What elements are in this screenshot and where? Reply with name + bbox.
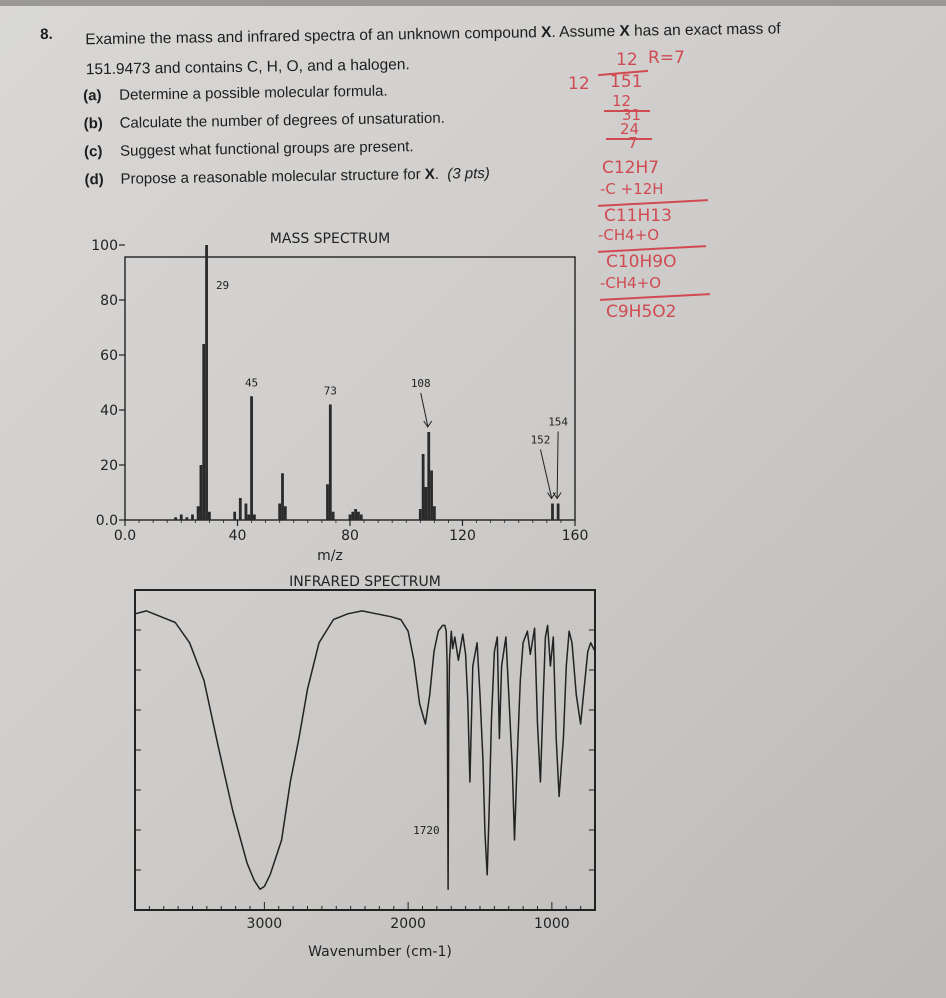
ms-peak (281, 473, 284, 520)
peak-label: 152 (530, 433, 551, 447)
ms-peak (200, 465, 203, 520)
ms-peak (197, 506, 200, 520)
hand-top-num: 12 (616, 50, 638, 70)
ms-peak (202, 344, 205, 520)
peak-label: 45 (244, 376, 259, 390)
chart-title: INFRARED SPECTRUM (289, 574, 441, 590)
stem-text-line2: 151.9473 and contains C, H, O, and a halogen. (85, 56, 410, 79)
peak-label: 154 (548, 415, 569, 429)
question-parts (83, 75, 490, 193)
ms-peak (430, 471, 433, 521)
ms-peak (185, 517, 188, 520)
mass-spectrum-chart (80, 225, 620, 570)
ms-peak (422, 454, 425, 520)
ms-peak (357, 512, 360, 520)
y-tick-label: 20 (100, 458, 118, 474)
hand-r-value: R=7 (648, 48, 685, 68)
x-tick-label: 1000 (534, 916, 570, 932)
hand-rem1: 31 (622, 106, 642, 124)
x-tick-label: 160 (561, 528, 589, 544)
ms-peak (208, 512, 211, 520)
hand-divisor: 12 (568, 74, 590, 94)
ms-peak (205, 245, 208, 520)
ir-trace (135, 611, 595, 889)
hand-dividend: 151 (610, 72, 643, 92)
hand-step: -C +12H (600, 180, 664, 198)
ms-peak (351, 512, 354, 520)
stem-text-2: . Assume (551, 22, 616, 41)
hand-step: C9H5O2 (606, 302, 677, 322)
y-tick-label: 100 (91, 238, 118, 254)
part-label: (b) (83, 114, 103, 132)
ms-peak (191, 515, 194, 521)
peak-arrow (557, 432, 558, 498)
hand-rem2: 7 (628, 134, 638, 152)
plot-frame (135, 590, 595, 910)
ms-peak (284, 506, 287, 520)
question-number: 8. (40, 25, 53, 43)
ms-peak (425, 487, 428, 520)
x-tick-label: 80 (341, 528, 359, 544)
peak-label: 108 (410, 377, 431, 390)
x-tick-label: 0.0 (113, 528, 137, 544)
x-tick-label: 40 (228, 528, 247, 544)
stem-text-1: Examine the mass and infrared spectra of an unknown compound (85, 24, 537, 49)
hand-step: C10H9O (606, 252, 677, 272)
x-axis-label: m/z (317, 548, 343, 564)
hand-step: C11H13 (604, 206, 672, 226)
hand-step: -CH4+O (600, 274, 662, 292)
ms-peak (349, 515, 352, 521)
peak-label: 1720 (413, 824, 440, 838)
ms-peak (360, 515, 363, 521)
part-d (84, 159, 490, 193)
ms-peak (250, 396, 253, 520)
ms-peak (247, 515, 250, 521)
part-text: Propose a reasonable molecular structure for X. (3 pts) (120, 164, 490, 188)
part-label: (d) (84, 170, 104, 188)
stem-compound: X (540, 23, 552, 42)
ms-peak (551, 504, 554, 521)
plot-frame (125, 257, 575, 520)
part-text: Determine a possible molecular formula. (119, 82, 388, 104)
y-tick-label: 60 (100, 348, 118, 364)
part-text: Calculate the number of degrees of unsaturation. (119, 109, 445, 132)
part-label: (a) (83, 86, 102, 104)
ms-peak (253, 515, 256, 521)
hand-step: C12H7 (602, 158, 660, 178)
x-tick-label: 3000 (246, 916, 283, 932)
part-d-compound: X (424, 165, 435, 183)
hand-sub2: 24 (620, 120, 640, 138)
y-tick-label: 80 (100, 293, 118, 309)
ms-peak (329, 405, 332, 521)
part-text: Suggest what functional groups are present. (119, 137, 414, 160)
stem-compound-2: X (619, 22, 630, 40)
ms-peak (278, 504, 281, 521)
ms-peak (180, 515, 183, 521)
ms-peak (239, 498, 242, 520)
ms-peak (419, 509, 422, 520)
peak-label: 73 (323, 384, 337, 398)
hand-step: -CH4+O (598, 226, 660, 244)
ms-peak (174, 517, 177, 520)
ms-peak (332, 512, 335, 520)
y-tick-label: 40 (100, 403, 118, 419)
question-stem (85, 12, 916, 85)
part-d-text: Propose a reasonable molecular structure for (120, 165, 421, 188)
ms-peak (557, 504, 560, 521)
x-tick-label: 120 (449, 528, 476, 544)
ms-peak (245, 504, 248, 521)
x-tick-label: 2000 (390, 916, 426, 932)
ms-peak (326, 484, 329, 520)
peak-label: 29 (215, 279, 230, 292)
ms-peak (433, 506, 436, 520)
y-tick-label: 0.0 (95, 513, 118, 529)
page-top-edge (0, 0, 946, 6)
chart-title: MASS SPECTRUM (269, 231, 391, 247)
ms-peak (427, 432, 430, 520)
hand-sub1: 12 (612, 92, 632, 110)
stem-text-3: has an exact mass of (633, 20, 781, 40)
peak-arrow (541, 450, 552, 498)
x-axis-label: Wavenumber (cm-1) (308, 944, 452, 960)
infrared-spectrum-chart (120, 565, 610, 965)
part-label: (c) (83, 142, 103, 160)
ms-peak (354, 509, 357, 520)
part-d-points: (3 pts) (447, 164, 490, 183)
ms-peak (233, 512, 236, 520)
